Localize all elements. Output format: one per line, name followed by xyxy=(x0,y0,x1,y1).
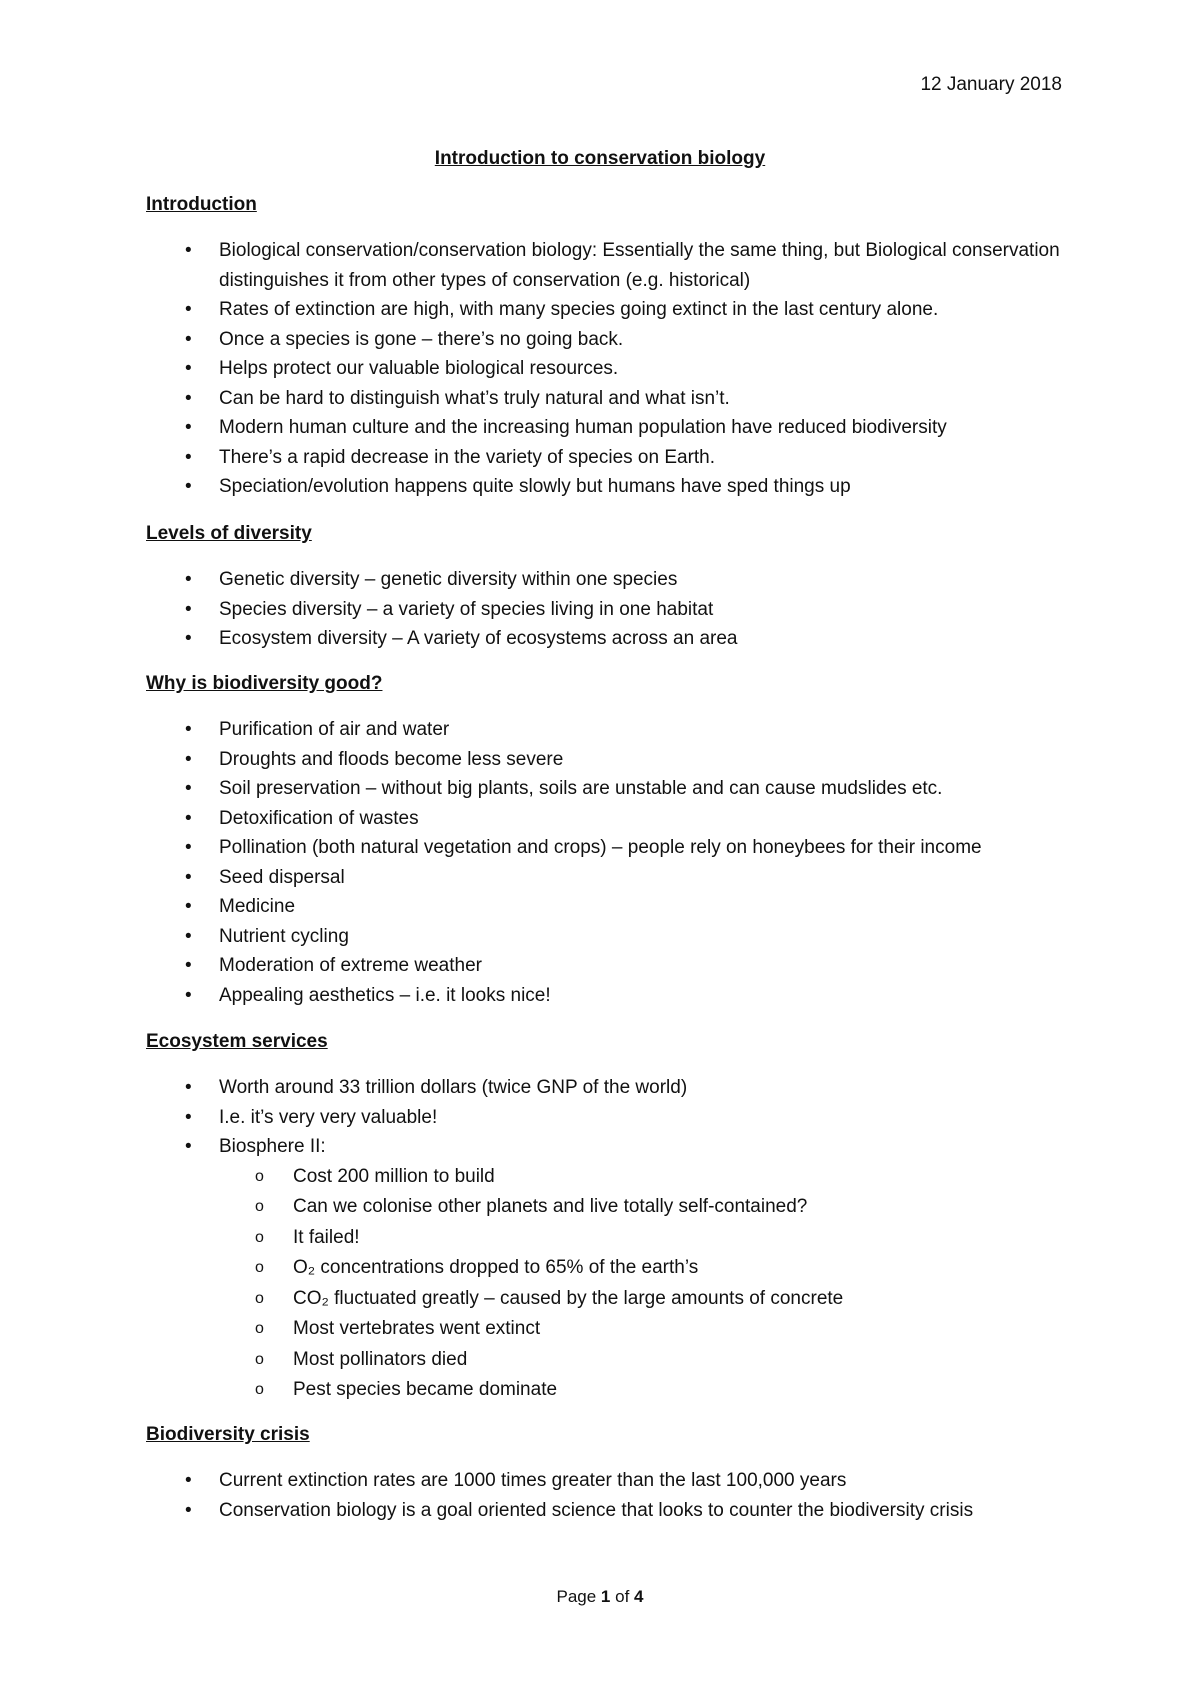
sub-list xyxy=(219,1162,1076,1406)
list-item: • Medicine xyxy=(146,892,1076,922)
sub-list-item: o Most pollinators died xyxy=(146,1345,1076,1376)
section-heading: Introduction xyxy=(146,194,257,215)
sub-list-item: o O₂ concentrations dropped to 65% of the earth’s xyxy=(146,1253,1076,1284)
list-item: • Modern human culture and the increasing human population have reduced biodiversity xyxy=(146,413,1076,443)
list-item: • Detoxification of wastes xyxy=(146,804,1076,834)
sub-list-item: o Can we colonise other planets and live totally self-contained? xyxy=(146,1192,1076,1223)
bullet-list xyxy=(146,1073,1076,1406)
list-item: • Helps protect our valuable biological resources. xyxy=(146,354,1076,384)
sub-list-item: o Pest species became dominate xyxy=(146,1375,1076,1406)
list-item: • Nutrient cycling xyxy=(146,922,1076,952)
page-title: Introduction to conservation biology xyxy=(434,148,766,169)
list-item: • Pollination (both natural vegetation and crops) – people rely on honeybees for their income xyxy=(146,833,1076,863)
bullet-list xyxy=(146,236,1076,502)
list-item-label: Biosphere II: xyxy=(219,1136,326,1157)
list-item: • Biological conservation/conservation biology: Essentially the same thing, but Biological conservation distinguishes it from other types of conservation (e.g. historical) xyxy=(146,236,1076,295)
bullet-list xyxy=(146,565,1076,654)
bullet-list xyxy=(146,1466,1076,1525)
footer-of-word: of xyxy=(615,1587,630,1606)
section-heading: Ecosystem services xyxy=(146,1031,328,1052)
section-heading: Levels of diversity xyxy=(146,523,312,544)
section-biodiversity-crisis xyxy=(146,1421,1076,1525)
list-item: • Soil preservation – without big plants, soils are unstable and can cause mudslides etc. xyxy=(146,774,1076,804)
list-item: • Ecosystem diversity – A variety of ecosystems across an area xyxy=(146,624,1076,654)
list-item: • Speciation/evolution happens quite slowly but humans have sped things up xyxy=(146,472,1076,502)
section-heading: Why is biodiversity good? xyxy=(146,673,383,694)
list-item: • Can be hard to distinguish what’s truly natural and what isn’t. xyxy=(146,384,1076,414)
list-item: • Droughts and floods become less severe xyxy=(146,745,1076,775)
sub-list-item: o Most vertebrates went extinct xyxy=(146,1314,1076,1345)
section-ecosystem-services xyxy=(146,1028,1076,1406)
list-item: • Conservation biology is a goal oriented science that looks to counter the biodiversity crisis xyxy=(146,1496,1076,1526)
list-item: • Moderation of extreme weather xyxy=(146,951,1076,981)
list-item: • Rates of extinction are high, with many species going extinct in the last century alone. xyxy=(146,295,1076,325)
section-why-biodiversity-good xyxy=(146,670,1076,1010)
list-item: • Purification of air and water xyxy=(146,715,1076,745)
page-footer xyxy=(0,1587,1200,1607)
list-item: • Species diversity – a variety of species living in one habitat xyxy=(146,595,1076,625)
sub-list-item: o It failed! xyxy=(146,1223,1076,1254)
footer-page-word: Page xyxy=(556,1587,597,1606)
list-item: • I.e. it’s very very valuable! xyxy=(146,1103,1076,1133)
bullet-list xyxy=(146,715,1076,1010)
list-item: • There’s a rapid decrease in the variety of species on Earth. xyxy=(146,443,1076,473)
list-item: • Genetic diversity – genetic diversity within one species xyxy=(146,565,1076,595)
list-item: • Seed dispersal xyxy=(146,863,1076,893)
list-item: • Current extinction rates are 1000 times greater than the last 100,000 years xyxy=(146,1466,1076,1496)
list-item: • Appealing aesthetics – i.e. it looks nice! xyxy=(146,981,1076,1011)
section-introduction xyxy=(146,191,1076,502)
list-item-biosphere xyxy=(146,1132,1076,1406)
header-date: 12 January 2018 xyxy=(920,74,1062,95)
list-item: • Once a species is gone – there’s no going back. xyxy=(146,325,1076,355)
section-heading: Biodiversity crisis xyxy=(146,1424,310,1445)
footer-page-total: 4 xyxy=(634,1587,644,1606)
list-item: • Worth around 33 trillion dollars (twice GNP of the world) xyxy=(146,1073,1076,1103)
footer-page-current: 1 xyxy=(600,1587,611,1606)
section-levels-of-diversity xyxy=(146,520,1076,654)
sub-list-item: o CO₂ fluctuated greatly – caused by the large amounts of concrete xyxy=(146,1284,1076,1315)
sub-list-item: o Cost 200 million to build xyxy=(146,1162,1076,1193)
